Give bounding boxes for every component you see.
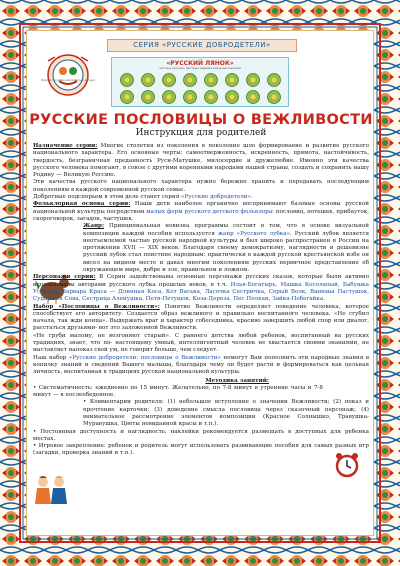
purpose-text: Многие столетия из поколения в поколение шло формирование и развитие русского национального характера. Его основные черты: самоотверженность, искренность, прямота, настойчивость, твердость, безграничная преданность Руси-Матушке, милосердие и дружелюбие. Именно эти качества русского человека помогают, в союзе с другими коренными народами нашей страны, создать и сохранить нашу Родину — Великую Россию.: [33, 143, 369, 179]
purpose-paragraph: [33, 143, 369, 179]
folklore-link: малых форм русского детского фольклора: [146, 208, 273, 215]
methods-title: Методика занятий:: [205, 377, 269, 384]
logo-caption: Блокнот-пособие для работы с детьми: [41, 79, 95, 82]
purpose-paragraph-2: Эти качества русского национального характера нужно бережно хранить и передавать последующим поколениям в каждой современной русской семье.: [33, 179, 369, 193]
method-item: • Комментарии родителя: (1) небольшое вступление о значении Вежливости; (2) показ и прочтение карточки; (3) доведение смысла пословица через сказочный персонаж; (4) внимательное рассмотрение элементов композиции (Красное Солнышко, Травушка-Муравушка, Цветы невиданной красы и т.п.).: [83, 399, 369, 428]
genre-label: Жанр:: [83, 223, 105, 230]
folklore-label: Фольклорная основа серии:: [33, 201, 131, 208]
folk-logo-icon: [33, 51, 103, 105]
page-subtitle: Инструкция для родителей: [135, 128, 267, 138]
product-box: [111, 57, 289, 107]
set-paragraph: Набор «Пословицы о Вежливости»: Понятие Вежливости определяет поведение человека, которое способствует его авторитету. Создается образ вежливого и правильно воспитанного человека. «Не сгубил начала, так жди конца». Выдержать враг и характер собеседника, красиво завершить любой спор или диалог, расстаться друзьями- вот это заложенной Вежливости.: [33, 303, 369, 332]
series-link: «Русские добродетели».: [181, 194, 253, 201]
characters-list: Илья-Богатырь, Машка Косолапый, Бабушка Устинья, Варвара Краса — Длинная Коса, Кот Васька, Ласочка Сестричка, Серый Волк, Ванюша Пастушок, Сударыня Сова, Сестрица Аленушка, Петя-Петушок, Коза-Дереза, Пес Полкан, Зайка-Побегайка.: [33, 281, 369, 303]
characters-label: Персонажи серии:: [33, 274, 96, 281]
purpose-paragraph-3: Добротные подспорьем в этом деле станет серия «Русские добродетели».: [33, 194, 253, 201]
method-item: • Игровое закрепление: ребенок и родитель могут использовать развивающие пособия для самых разных игр (загадки, проверка знаний и т.п.).: [33, 443, 369, 457]
product-title: «РУССКИЙ ЛЯНОК»: [166, 60, 234, 67]
method-item: • Постоянная доступность и наглядность: наклейки рекомендуется размещать в доступных для ребенка местах.: [33, 428, 369, 442]
series-banner: СЕРИЯ «РУССКИЕ ДОБРОДЕТЕЛИ»: [107, 39, 297, 52]
medal-grid: [117, 72, 287, 106]
usage-link: «Русские добродетели: пословицы о Вежливости»: [68, 354, 221, 361]
content-panel: [26, 30, 374, 536]
page-title: РУССКИЕ ПОСЛОВИЦЫ О ВЕЖЛИВОСТИ: [29, 112, 373, 128]
characters-paragraph: Персонажи серии: В Серии задействованы основные персонажи русских сказок, которые были активно использованы авторами русского лубка прошлых веков, в т.ч. Илья-Богатырь, Машка Косолапый, Бабушка Устинья, Варвара Краса — Длинная Коса, Кот Васька, Ласочка Сестричка, Серый Волк, Ванюша Пастушок, Сударыня Сова, Сестрица Аленушка, Петя-Петушок, Коза-Дереза, Пес Полкан, Зайка-Побегайка.: [33, 274, 369, 303]
folklore-paragraph: Фольклорная основа серии: Наши дети наиболее органично воспринимают базовые основы русской национальной культуры посредством малых форм русского детского фольклора: пословиц, потешек, прибауток, скороговорок, загадок, частушек.: [33, 201, 369, 222]
instructions-body: [33, 143, 369, 458]
set-label: Набор «Пословицы о Вежливости»:: [33, 303, 160, 310]
method-item: • Систематичность: ежедневно по 15 минут. Желательно, по 7-8 минут в утренние часы и 7-8 минут — в послеобеденное.: [33, 384, 323, 399]
children-icon: [31, 474, 71, 506]
purpose-label: Назначение серии:: [33, 143, 98, 149]
alarm-clock-icon: [333, 451, 361, 479]
product-subtitle: честные рисунки, быстрые задания для дошкольников: [159, 66, 241, 70]
quote-paragraph: «Не груби малому, не возгоняют старый». С раннего детства любой ребенок, воспитанный на русских традициях, знает, что по- настоящему умный, интеллигентный человек не хвастается своими знаниями, не выставляет напоказ свой ум, не говорит больше, чем следует.: [33, 332, 369, 354]
genre-paragraph: Жанр: Принципиальная новизна программы состоит в том, что в основе визуальной композиции каждой пособия используется жанр «Русского лубка». Русский лубок является неотъемлемой частью русской народной культуры и был широко распространен в России на протяжении XVII — XIX веков. Благодаря своему демократизму, наглядности и дешевизне русский лубок стал поистине народным: практически в каждой русской крестьянской избе он висел на видном месте и давал многим поколениям русских первичное представление об окружающем мире, добре и зле, правильном и ложном.: [83, 223, 369, 274]
usage-paragraph: Наш набор «Русские добродетели: пословицы о Вежливости» помогут Вам пополнить эти народные знания в копилку знаний и сведений Вашего малыша, благодаря чему он будет расти и формироваться как цельная личность, воспитанная в традициях русской национальной культуры.: [33, 354, 369, 376]
genre-link: жанр «Русского лубка»: [217, 230, 291, 237]
